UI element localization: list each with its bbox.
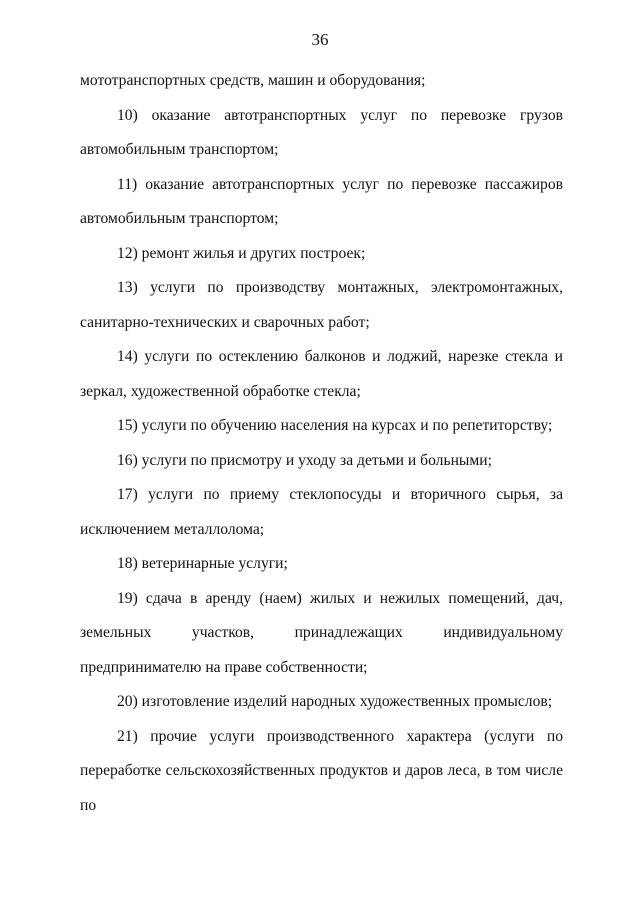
document-body (80, 64, 563, 823)
list-item-19: 19) сдача в аренду (наем) жилых и нежилых помещений, дач, земельных участков, принадлежащих индивидуальному предпринимателю на праве собственности; (80, 589, 563, 676)
list-item-16: 16) услуги по присмотру и уходу за детьми и больными; (117, 451, 492, 469)
list-item-21: 21) прочие услуги производственного характера (услуги по переработке сельскохозяйственных продуктов и даров леса, в том числе по (80, 727, 563, 814)
paragraph-continuation: мототранспортных средств, машин и оборудования; (80, 72, 426, 89)
list-item-10: 10) оказание автотранспортных услуг по перевозке грузов автомобильным транспортом; (80, 106, 563, 158)
list-item-18: 18) ветеринарные услуги; (117, 555, 288, 572)
list-item-12: 12) ремонт жилья и других построек; (117, 244, 366, 262)
list-item-13: 13) услуги по производству монтажных, электромонтажных, санитарно-технических и сварочных работ; (80, 279, 563, 331)
list-item-20: 20) изготовление изделий народных художественных промыслов; (117, 693, 553, 710)
list-item-11: 11) оказание автотранспортных услуг по перевозке пассажиров автомобильным транспортом; (80, 175, 563, 227)
list-item-14: 14) услуги по остеклению балконов и лоджий, нарезке стекла и зеркал, художественной обработке стекла; (80, 348, 563, 400)
page-number: 36 (311, 30, 329, 49)
list-item-17: 17) услуги по приему стеклопосуды и вторичного сырья, за исключением металлолома; (80, 486, 563, 538)
list-item-15: 15) услуги по обучению населения на курсах и по репетиторству; (117, 417, 553, 434)
